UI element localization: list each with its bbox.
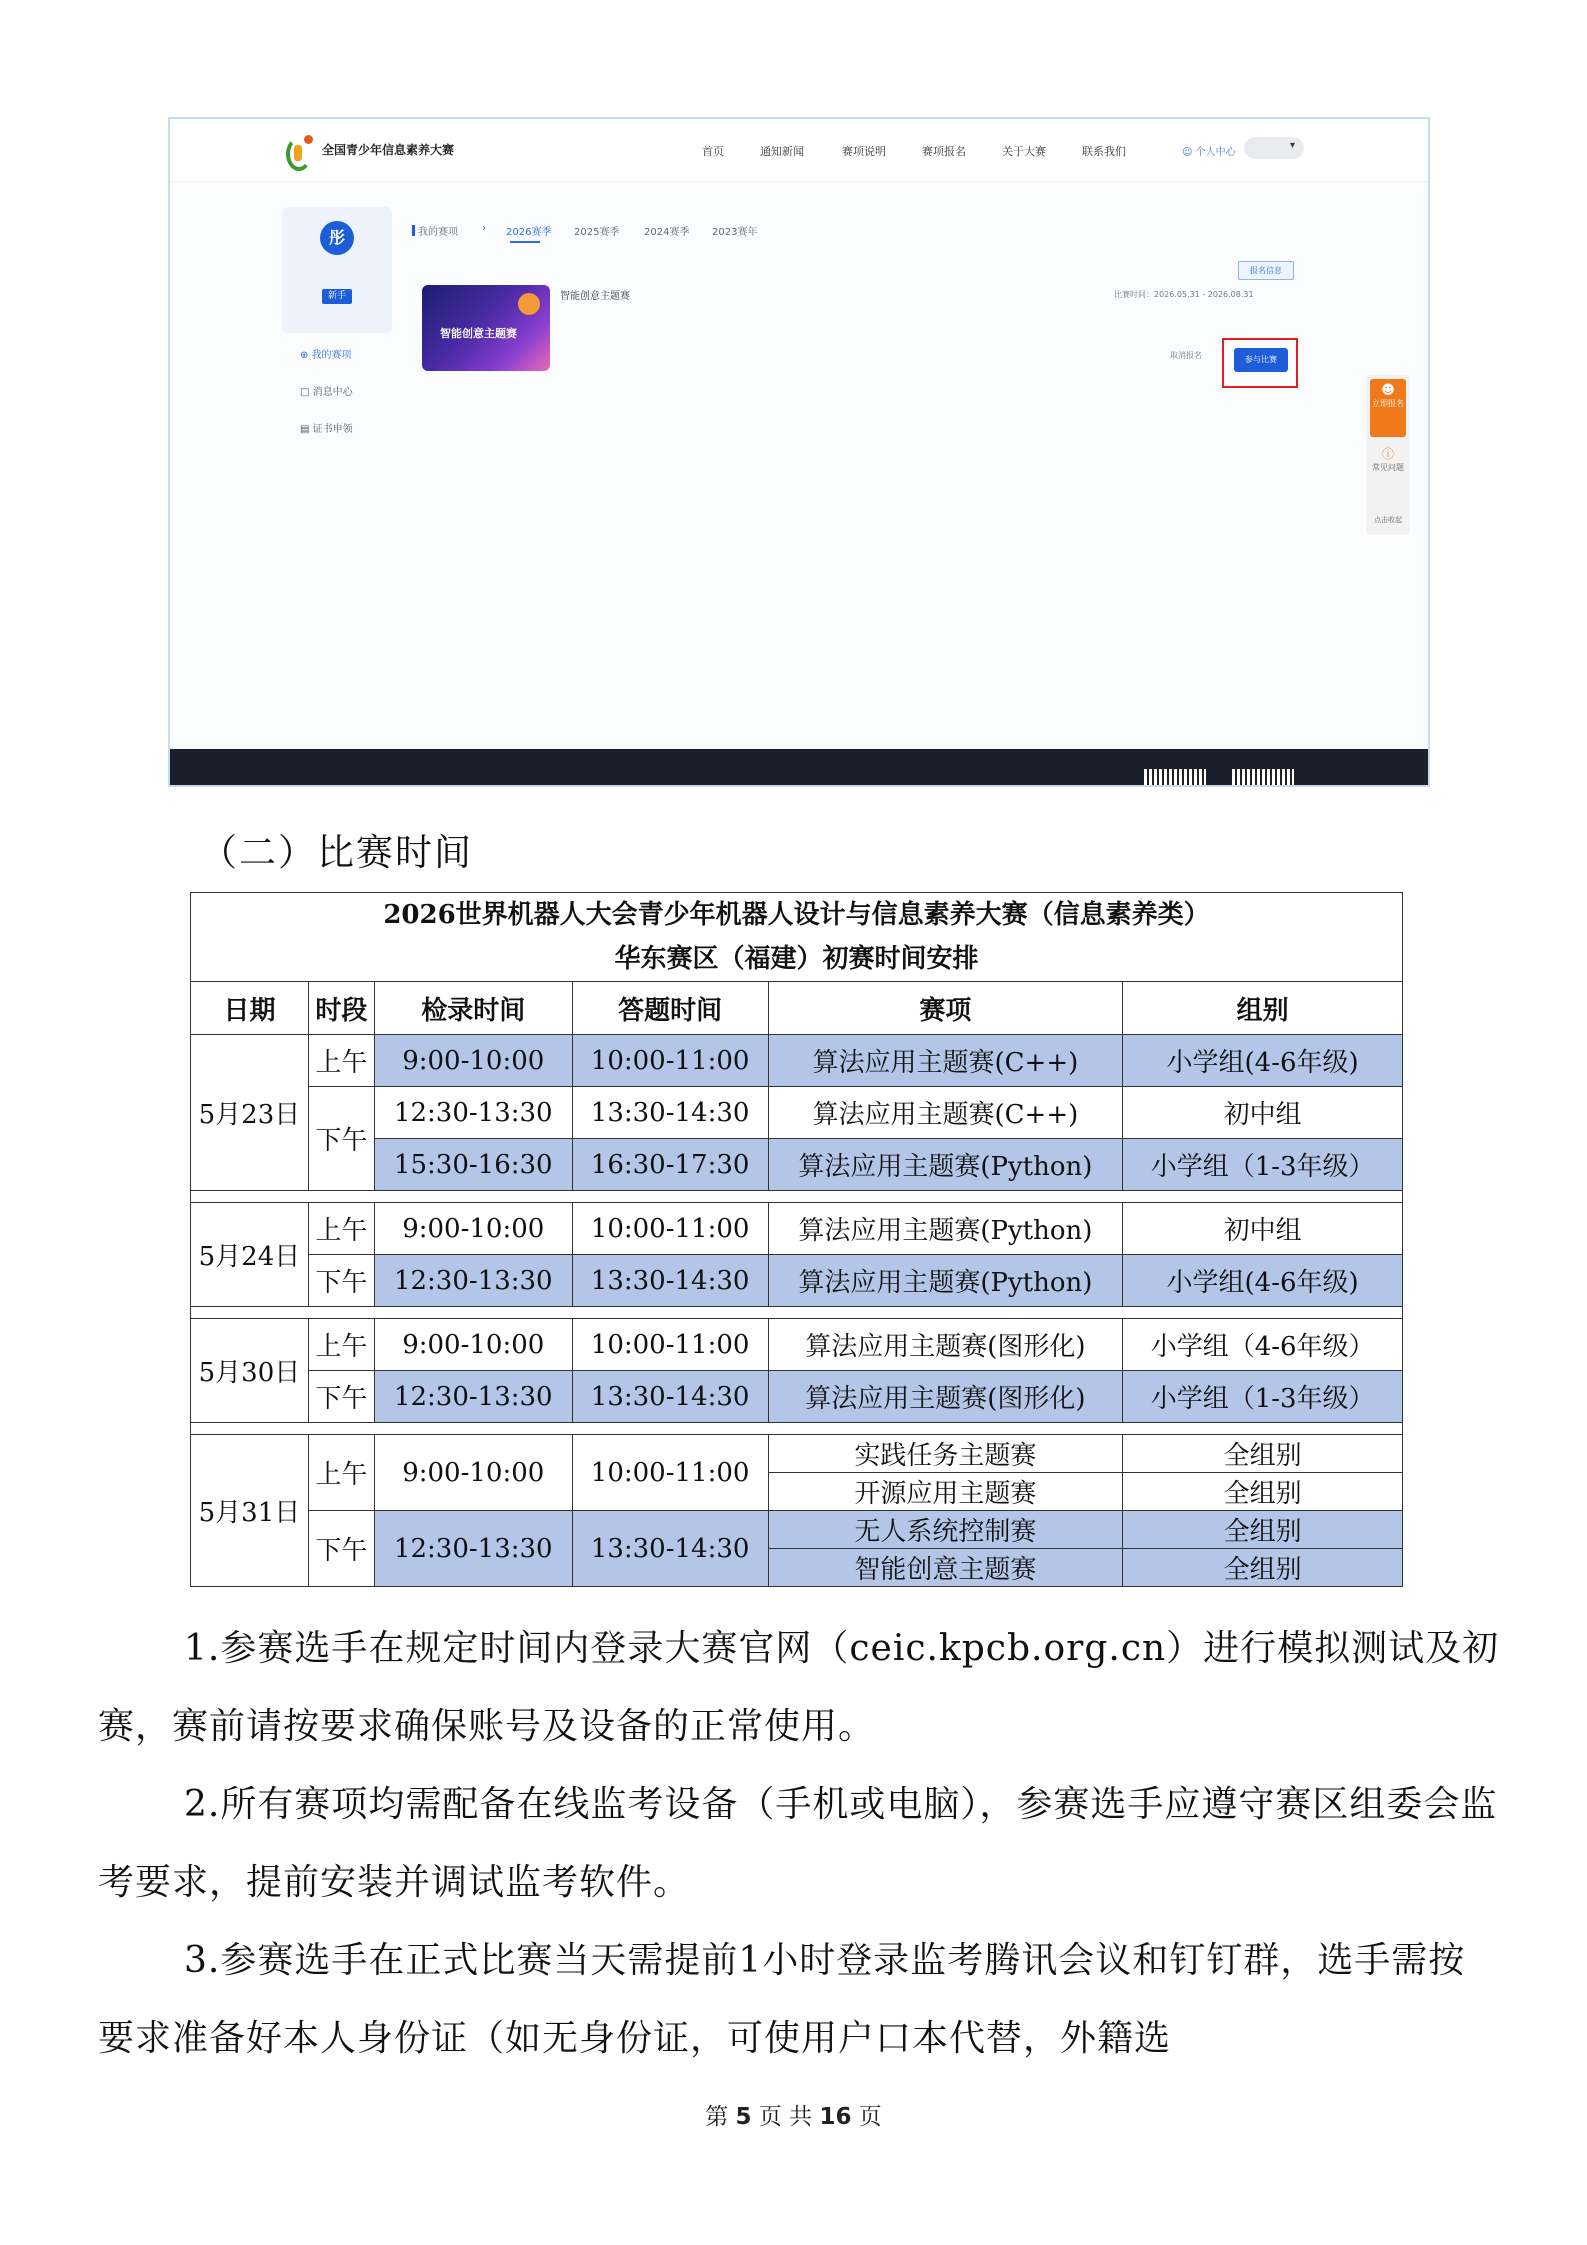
header-period: 时段 bbox=[308, 982, 374, 1035]
table-title: 2026世界机器人大会青少年机器人设计与信息素养大赛（信息素养类） 华东赛区（福建）初赛时间安排 bbox=[191, 893, 1403, 982]
event-card-image[interactable] bbox=[422, 285, 550, 371]
table-row: 15:30-16:30 16:30-17:30 算法应用主题赛(Python) 小学组（1-3年级） bbox=[191, 1139, 1403, 1191]
tab-2024[interactable]: 2024赛季 bbox=[644, 227, 690, 238]
nav-news[interactable]: 通知新闻 bbox=[760, 145, 804, 158]
date-cell: 5月23日 bbox=[191, 1035, 309, 1191]
site-footer bbox=[170, 749, 1428, 787]
nav-event-info[interactable]: 赛项说明 bbox=[842, 145, 886, 158]
sidebar-item-certificates[interactable]: ▤ 证书申领 bbox=[300, 424, 353, 435]
date-cell: 5月30日 bbox=[191, 1319, 309, 1423]
join-competition-button[interactable]: 参与比赛 bbox=[1234, 348, 1288, 372]
table-row: 智能创意主题赛 全组别 bbox=[191, 1549, 1403, 1587]
person-icon: ☻ bbox=[1381, 383, 1395, 398]
floating-toolbar bbox=[1366, 375, 1410, 535]
card-image-text: 智能创意主题赛 bbox=[440, 327, 517, 340]
header-answer: 答题时间 bbox=[572, 982, 768, 1035]
match-time: 比赛时间：2026.05.31 - 2026.08.31 bbox=[1114, 290, 1254, 299]
paragraph: 2.所有赛项均需配备在线监考设备（手机或电脑），参赛选手应遵守赛区组委会监考要求，提前安装并调试监考软件。 bbox=[98, 1784, 1498, 1903]
table-row: 下午 12:30-13:30 13:30-14:30 无人系统控制赛 全组别 bbox=[191, 1511, 1403, 1549]
header-group: 组别 bbox=[1123, 982, 1403, 1035]
float-signup-label: 立即报名 bbox=[1372, 399, 1404, 408]
float-faq-label: 常见问题 bbox=[1372, 463, 1404, 472]
paragraph: 1.参赛选手在规定时间内登录大赛官网（ceic.kpcb.org.cn）进行模拟测试及初赛，赛前请按要求确保账号及设备的正常使用。 bbox=[98, 1628, 1500, 1747]
period-cell: 下午 bbox=[308, 1087, 374, 1191]
badge-icon bbox=[518, 293, 540, 315]
table-row: 5月23日 上午 9:00-10:00 10:00-11:00 算法应用主题赛(C++) 小学组(4-6年级) bbox=[191, 1035, 1403, 1087]
nav-about[interactable]: 关于大赛 bbox=[1002, 145, 1046, 158]
signup-info-button[interactable]: 报名信息 bbox=[1238, 261, 1294, 280]
user-dropdown[interactable] bbox=[1244, 137, 1304, 159]
notes bbox=[98, 1610, 1500, 2078]
sidebar-item-label: 证书申领 bbox=[312, 424, 353, 435]
nav-signup[interactable]: 赛项报名 bbox=[922, 145, 966, 158]
table-header-row bbox=[191, 982, 1403, 1035]
header-date: 日期 bbox=[191, 982, 309, 1035]
nav-contact[interactable]: 联系我们 bbox=[1082, 145, 1126, 158]
table-row: 5月30日 上午 9:00-10:00 10:00-11:00 算法应用主题赛(图形化) 小学组（4-6年级） bbox=[191, 1319, 1403, 1371]
top-nav bbox=[170, 119, 1428, 182]
section-heading: （二）比赛时间 bbox=[200, 831, 473, 874]
page-number: 第 5 页 共 16 页 bbox=[705, 2104, 882, 2130]
period-cell: 上午 bbox=[308, 1319, 374, 1371]
table-row: 下午 12:30-13:30 13:30-14:30 算法应用主题赛(图形化) 小学组（1-3年级） bbox=[191, 1371, 1403, 1423]
table-row: 下午 12:30-13:30 13:30-14:30 算法应用主题赛(Python) 小学组(4-6年级) bbox=[191, 1255, 1403, 1307]
user-center-link[interactable]: ☺ 个人中心 bbox=[1182, 147, 1236, 158]
tab-2026[interactable]: 2026赛季 bbox=[506, 227, 552, 238]
table-row: 下午 12:30-13:30 13:30-14:30 算法应用主题赛(C++) 初中组 bbox=[191, 1087, 1403, 1139]
period-cell: 下午 bbox=[308, 1255, 374, 1307]
table-row: 5月24日 上午 9:00-10:00 10:00-11:00 算法应用主题赛(Python) 初中组 bbox=[191, 1203, 1403, 1255]
question-icon: ⓘ bbox=[1381, 447, 1394, 461]
date-cell: 5月31日 bbox=[191, 1435, 309, 1587]
schedule-table bbox=[190, 892, 1403, 1587]
event-card-title: 智能创意主题赛 bbox=[560, 291, 630, 302]
tab-2023[interactable]: 2023赛年 bbox=[712, 227, 758, 238]
period-cell: 下午 bbox=[308, 1371, 374, 1423]
tabs-label: 我的赛项 bbox=[418, 227, 458, 238]
date-cell: 5月24日 bbox=[191, 1203, 309, 1307]
site-title: 全国青少年信息素养大赛 bbox=[322, 143, 455, 157]
float-collapse[interactable]: 点击收起 bbox=[1374, 516, 1402, 524]
sidebar-item-label: 我的赛项 bbox=[311, 350, 352, 361]
period-cell: 上午 bbox=[308, 1035, 374, 1087]
sidebar-item-messages[interactable]: □ 消息中心 bbox=[300, 387, 353, 398]
table-row: 开源应用主题赛 全组别 bbox=[191, 1473, 1403, 1511]
qr-code-icon bbox=[1232, 769, 1294, 787]
qr-code-icon bbox=[1144, 769, 1206, 787]
period-cell: 上午 bbox=[308, 1203, 374, 1255]
avatar: 彤 bbox=[320, 221, 354, 255]
paragraph: 3.参赛选手在正式比赛当天需提前1小时登录监考腾讯会议和钉钉群，选手需按要求准备好本人身份证（如无身份证，可使用户口本代替，外籍选 bbox=[98, 1940, 1466, 2059]
user-center-label: 个人中心 bbox=[1195, 147, 1236, 158]
cancel-signup-link[interactable]: 取消报名 bbox=[1170, 351, 1202, 360]
tab-2025[interactable]: 2025赛季 bbox=[574, 227, 620, 238]
profile-card bbox=[282, 207, 392, 333]
float-faq-button[interactable] bbox=[1370, 445, 1406, 473]
header-event: 赛项 bbox=[768, 982, 1123, 1035]
logo-icon bbox=[282, 131, 318, 167]
header-checkin: 检录时间 bbox=[374, 982, 572, 1035]
float-signup-button[interactable] bbox=[1370, 379, 1406, 437]
table-row: 5月31日 上午 9:00-10:00 10:00-11:00 实践任务主题赛 全组别 bbox=[191, 1435, 1403, 1473]
website-screenshot: 全国青少年信息素养大赛 首页 通知新闻 赛项说明 赛项报名 关于大赛 联系我们 ☺ 个人中心 ▾ 彤 新手 ⊕ 我的赛项 □ 消息中心 ▤ 证书申领 我的赛项 › 2026赛季 2025赛季 2024赛季 2023赛年 智能创意主题赛 智能创意主题赛 报名信息 比赛时间：2026.05.31 - 2026.08.31 取消报名 参与比赛 ☻ 立即报名 ⓘ 常见问题 点击收起 bbox=[168, 117, 1430, 787]
sidebar-item-my-events[interactable]: ⊕ 我的赛项 bbox=[300, 350, 352, 361]
period-cell: 上午 bbox=[308, 1435, 374, 1511]
nav-home[interactable]: 首页 bbox=[702, 145, 724, 158]
sidebar-item-label: 消息中心 bbox=[312, 387, 353, 398]
level-badge: 新手 bbox=[322, 289, 352, 304]
period-cell: 下午 bbox=[308, 1511, 374, 1587]
chevron-down-icon: ▾ bbox=[1289, 140, 1295, 151]
